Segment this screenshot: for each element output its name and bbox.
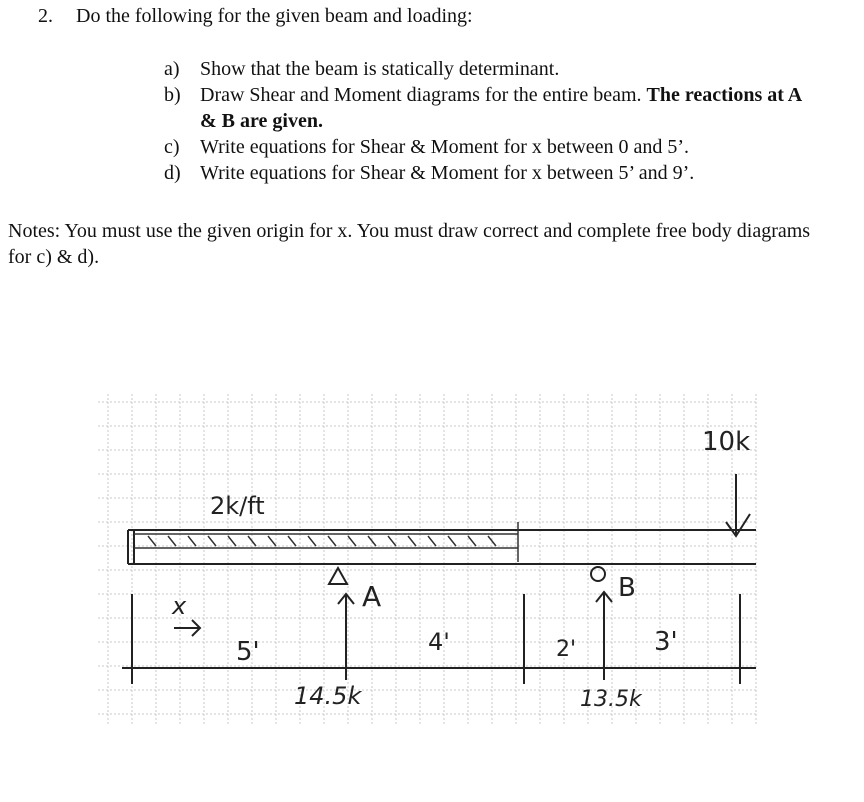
- task-text: Write equations for Shear & Moment for x between 5’ and 9’.: [200, 162, 695, 184]
- origin-label: x: [172, 592, 187, 620]
- beam: [128, 530, 756, 564]
- span-3-label: 2': [556, 637, 577, 662]
- load-label: 2k/ft: [210, 492, 265, 520]
- distributed-load: [134, 522, 518, 562]
- task-letter: a): [164, 58, 180, 80]
- task-letter: c): [164, 136, 180, 158]
- task-item: [164, 82, 804, 134]
- span-4-label: 3': [654, 627, 678, 657]
- problem-prompt: Do the following for the given beam and loading:: [76, 5, 473, 27]
- task-list: [164, 56, 804, 186]
- support-a: [329, 568, 354, 670]
- grid-paper: [98, 394, 758, 724]
- reaction-a-label: 14.5k: [294, 682, 362, 710]
- support-b: [591, 567, 612, 674]
- span-2-label: 4': [428, 628, 450, 656]
- task-letter: b): [164, 84, 181, 106]
- task-text: Write equations for Shear & Moment for x between 0 and 5’.: [200, 136, 690, 158]
- origin-x-arrow: [174, 620, 200, 636]
- point-load: [726, 474, 750, 536]
- task-item: [164, 56, 804, 82]
- problem-header: [38, 4, 473, 28]
- support-b-label: B: [618, 573, 636, 603]
- point-load-label: 10k: [702, 427, 751, 457]
- reaction-b-label: 13.5k: [580, 687, 642, 712]
- support-a-label: A: [362, 580, 382, 613]
- beam-sketch: [88, 384, 768, 734]
- task-item: [164, 160, 804, 186]
- task-item: [164, 134, 804, 160]
- notes: Notes: You must use the given origin for x. You must draw correct and complete free body diagrams for c) & d).: [8, 220, 811, 268]
- task-emphasis: The reactions at A & B are given.: [200, 84, 802, 132]
- span-1-label: 5': [236, 637, 260, 667]
- task-text: Draw Shear and Moment diagrams for the entire beam. The reactions at A & B are given.: [200, 84, 802, 132]
- problem-number: 2.: [38, 5, 53, 27]
- task-text: Show that the beam is statically determinant.: [200, 58, 560, 80]
- task-letter: d): [164, 162, 181, 184]
